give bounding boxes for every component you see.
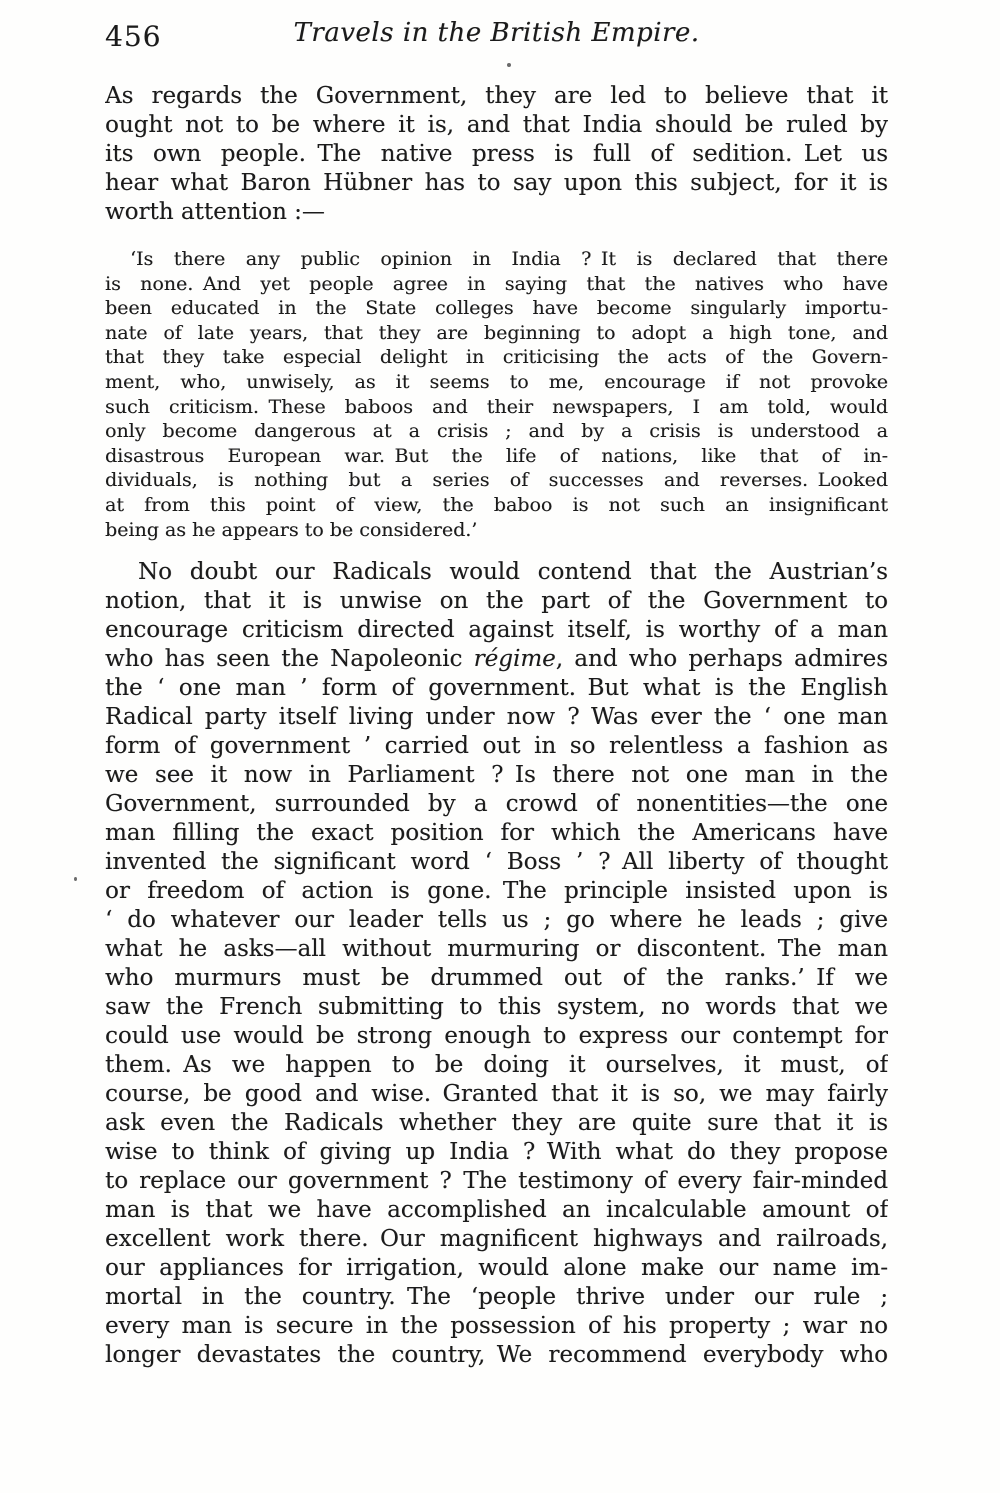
text-line: to replace our government ? The testimony of every fair-minded	[105, 1168, 888, 1194]
text-line-with-italic	[105, 645, 888, 674]
text-line: course, be good and wise. Granted that it is so, we may fairly	[105, 1081, 888, 1107]
text-line: longer devastates the country, We recommend everybody who	[105, 1342, 888, 1368]
regime-line-post: , and who perhaps admires	[555, 646, 888, 672]
paragraph-intro	[105, 82, 888, 227]
text-line: Radical party itself living under now ? Was ever the ‘ one man	[105, 704, 888, 730]
text-line: disastrous European war. But the life of nations, like that of in-	[105, 444, 888, 467]
paragraph-main-closing-lines	[105, 674, 888, 1370]
text-line: its own people. The native press is full of sedition. Let us	[105, 141, 888, 167]
text-line: man is that we have accomplished an incalculable amount of	[105, 1197, 888, 1223]
regime-line-pre: who has seen the Napoleonic	[105, 646, 474, 672]
text-line: them. As we happen to be doing it ourselves, it must, of	[105, 1052, 888, 1078]
text-line: that they take especial delight in criticising the acts of the Govern-	[105, 346, 888, 369]
text-line: could use would be strong enough to express our contempt for	[105, 1023, 888, 1049]
text-line: ‘Is there any public opinion in India ? It is declared that there	[130, 248, 888, 270]
text-line: ‘ do whatever our leader tells us ; go where he leads ; give	[105, 907, 888, 933]
text-line: invented the significant word ‘ Boss ’ ? All liberty of thought	[105, 849, 888, 875]
text-line: mortal in the country. The ‘people thrive under our rule ;	[105, 1284, 888, 1310]
text-line: nate of late years, that they are beginning to adopt a high tone, and	[105, 321, 888, 344]
text-line: ment, who, unwisely, as it seems to me, encourage if not provoke	[105, 370, 888, 393]
paragraph-main	[105, 558, 888, 1370]
text-line: No doubt our Radicals would contend that the Austrian’s	[138, 559, 888, 585]
text-line: man filling the exact position for which the Americans have	[105, 820, 888, 846]
text-line: As regards the Government, they are led to believe that it	[105, 83, 888, 109]
text-line: the ‘ one man ’ form of government. But what is the English	[105, 675, 888, 701]
text-line: excellent work there. Our magnificent highways and railroads,	[105, 1226, 888, 1252]
blockquote-lines	[105, 247, 888, 518]
page-number: 456	[105, 20, 162, 53]
text-line: encourage criticism directed against itself, is worthy of a man	[105, 617, 888, 643]
text-line: every man is secure in the possession of his property ; war no	[105, 1313, 888, 1339]
text-line: dividuals, is nothing but a series of successes and reverses. Looked	[105, 469, 888, 492]
text-line: being as he appears to be considered.’	[105, 518, 478, 541]
text-line: such criticism. These baboos and their newspapers, I am told, would	[105, 395, 888, 418]
text-line: form of government ’ carried out in so relentless a fashion as	[105, 733, 888, 759]
text-line: notion, that it is unwise on the part of the Government to	[105, 588, 888, 614]
text-line: our appliances for irrigation, would alone make our name im-	[105, 1255, 888, 1281]
text-line: Government, surrounded by a crowd of nonentities—the one	[105, 791, 888, 817]
scan-artifact	[74, 877, 77, 881]
text-line: at from this point of view, the baboo is not such an insignificant	[105, 493, 888, 516]
text-line: we see it now in Parliament ? Is there not one man in the	[105, 762, 888, 788]
text-line: what he asks—all without murmuring or discontent. The man	[105, 936, 888, 962]
text-line: or freedom of action is gone. The principle insisted upon is	[105, 878, 888, 904]
text-line: worth attention :—	[105, 199, 325, 225]
regime-italic-word: régime	[473, 646, 556, 672]
text-line: who murmurs must be drummed out of the ranks.’ If we	[105, 965, 888, 991]
running-head	[105, 18, 888, 58]
text-line: is none. And yet people agree in saying that the natives who have	[105, 272, 888, 295]
running-title: Travels in the British Empire.	[293, 18, 700, 48]
scan-artifact	[507, 63, 511, 67]
text-line: been educated in the State colleges have become singularly importu-	[105, 297, 888, 320]
paragraph-main-opening-lines	[105, 558, 888, 645]
text-line: saw the French submitting to this system, no words that we	[105, 994, 888, 1020]
text-line: only become dangerous at a crisis ; and by a crisis is understood a	[105, 420, 888, 443]
text-line: ask even the Radicals whether they are quite sure that it is	[105, 1110, 888, 1136]
text-line: wise to think of giving up India ? With what do they propose	[105, 1139, 888, 1165]
blockquote-hubner	[105, 247, 888, 542]
text-line: ought not to be where it is, and that India should be ruled by	[105, 112, 888, 138]
text-line: hear what Baron Hübner has to say upon this subject, for it is	[105, 170, 888, 196]
paragraph-intro-lines	[105, 82, 888, 198]
